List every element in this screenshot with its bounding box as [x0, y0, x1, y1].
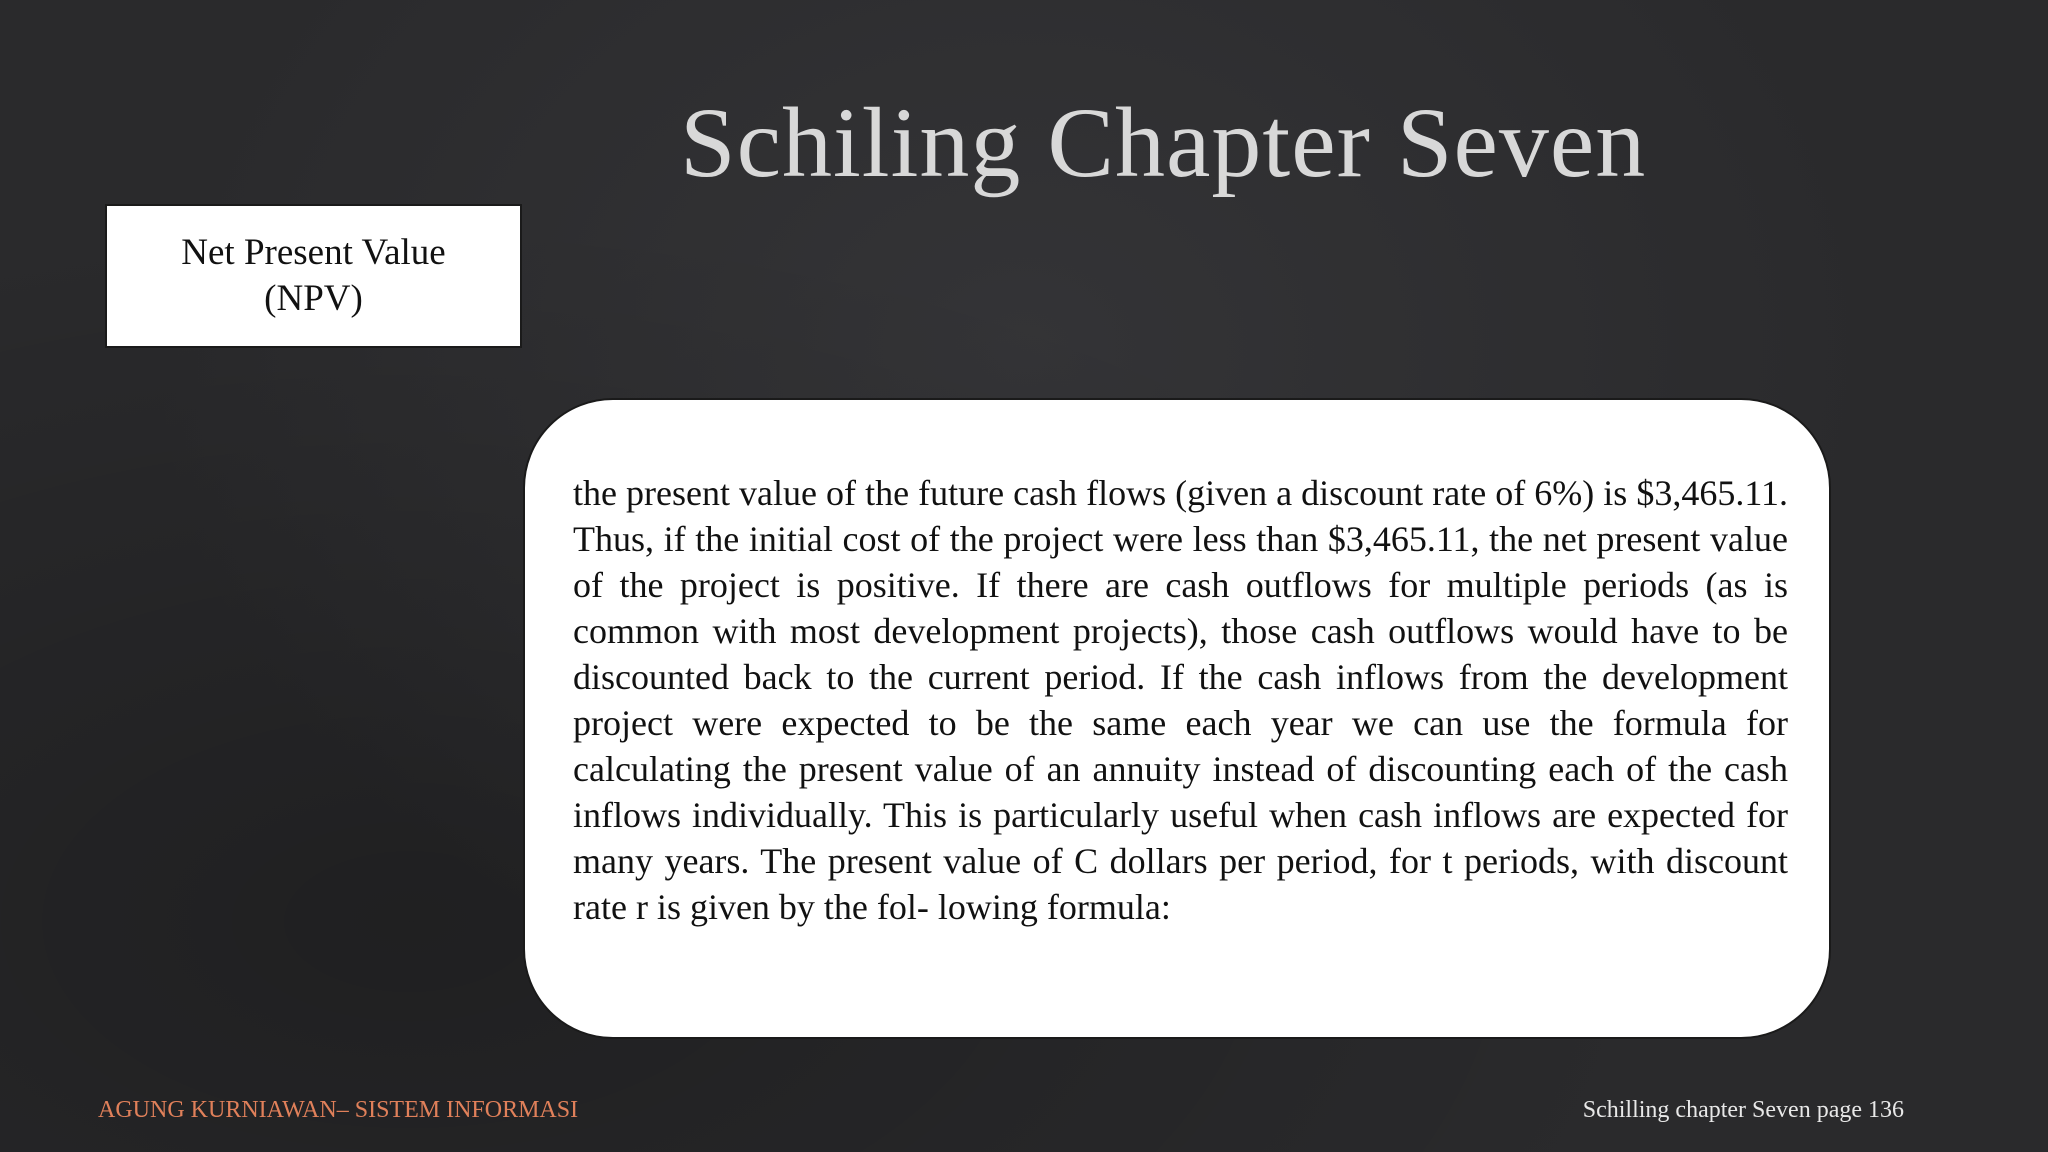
- body-paragraph: the present value of the future cash flows (given a discount rate of 6%) is $3,465.11. Thus, if the initial cost of the project were less than $3,465.11, the net present value of the project is positive. If there are cash outflows for multiple periods (as is common with most development projects), those cash outflows would have to be discounted back to the current period. If the cash inflows from the development project were expected to be the same each year we can use the formula for calculating the present value of an annuity instead of discounting each of the cash inflows individually. This is particularly useful when cash inflows are expected for many years. The present value of C dollars per period, for t periods, with discount rate r is given by the fol- lowing formula:: [573, 473, 1788, 927]
- npv-label-box: [105, 204, 522, 348]
- npv-label-text: Net Present Value (NPV): [181, 232, 446, 319]
- footer-author: AGUNG KURNIAWAN– SISTEM INFORMASI: [98, 1097, 579, 1123]
- slide-title: Schiling Chapter Seven: [680, 87, 1647, 198]
- content-box: [523, 398, 1831, 1039]
- footer-page-reference: Schilling chapter Seven page 136: [1582, 1097, 1904, 1123]
